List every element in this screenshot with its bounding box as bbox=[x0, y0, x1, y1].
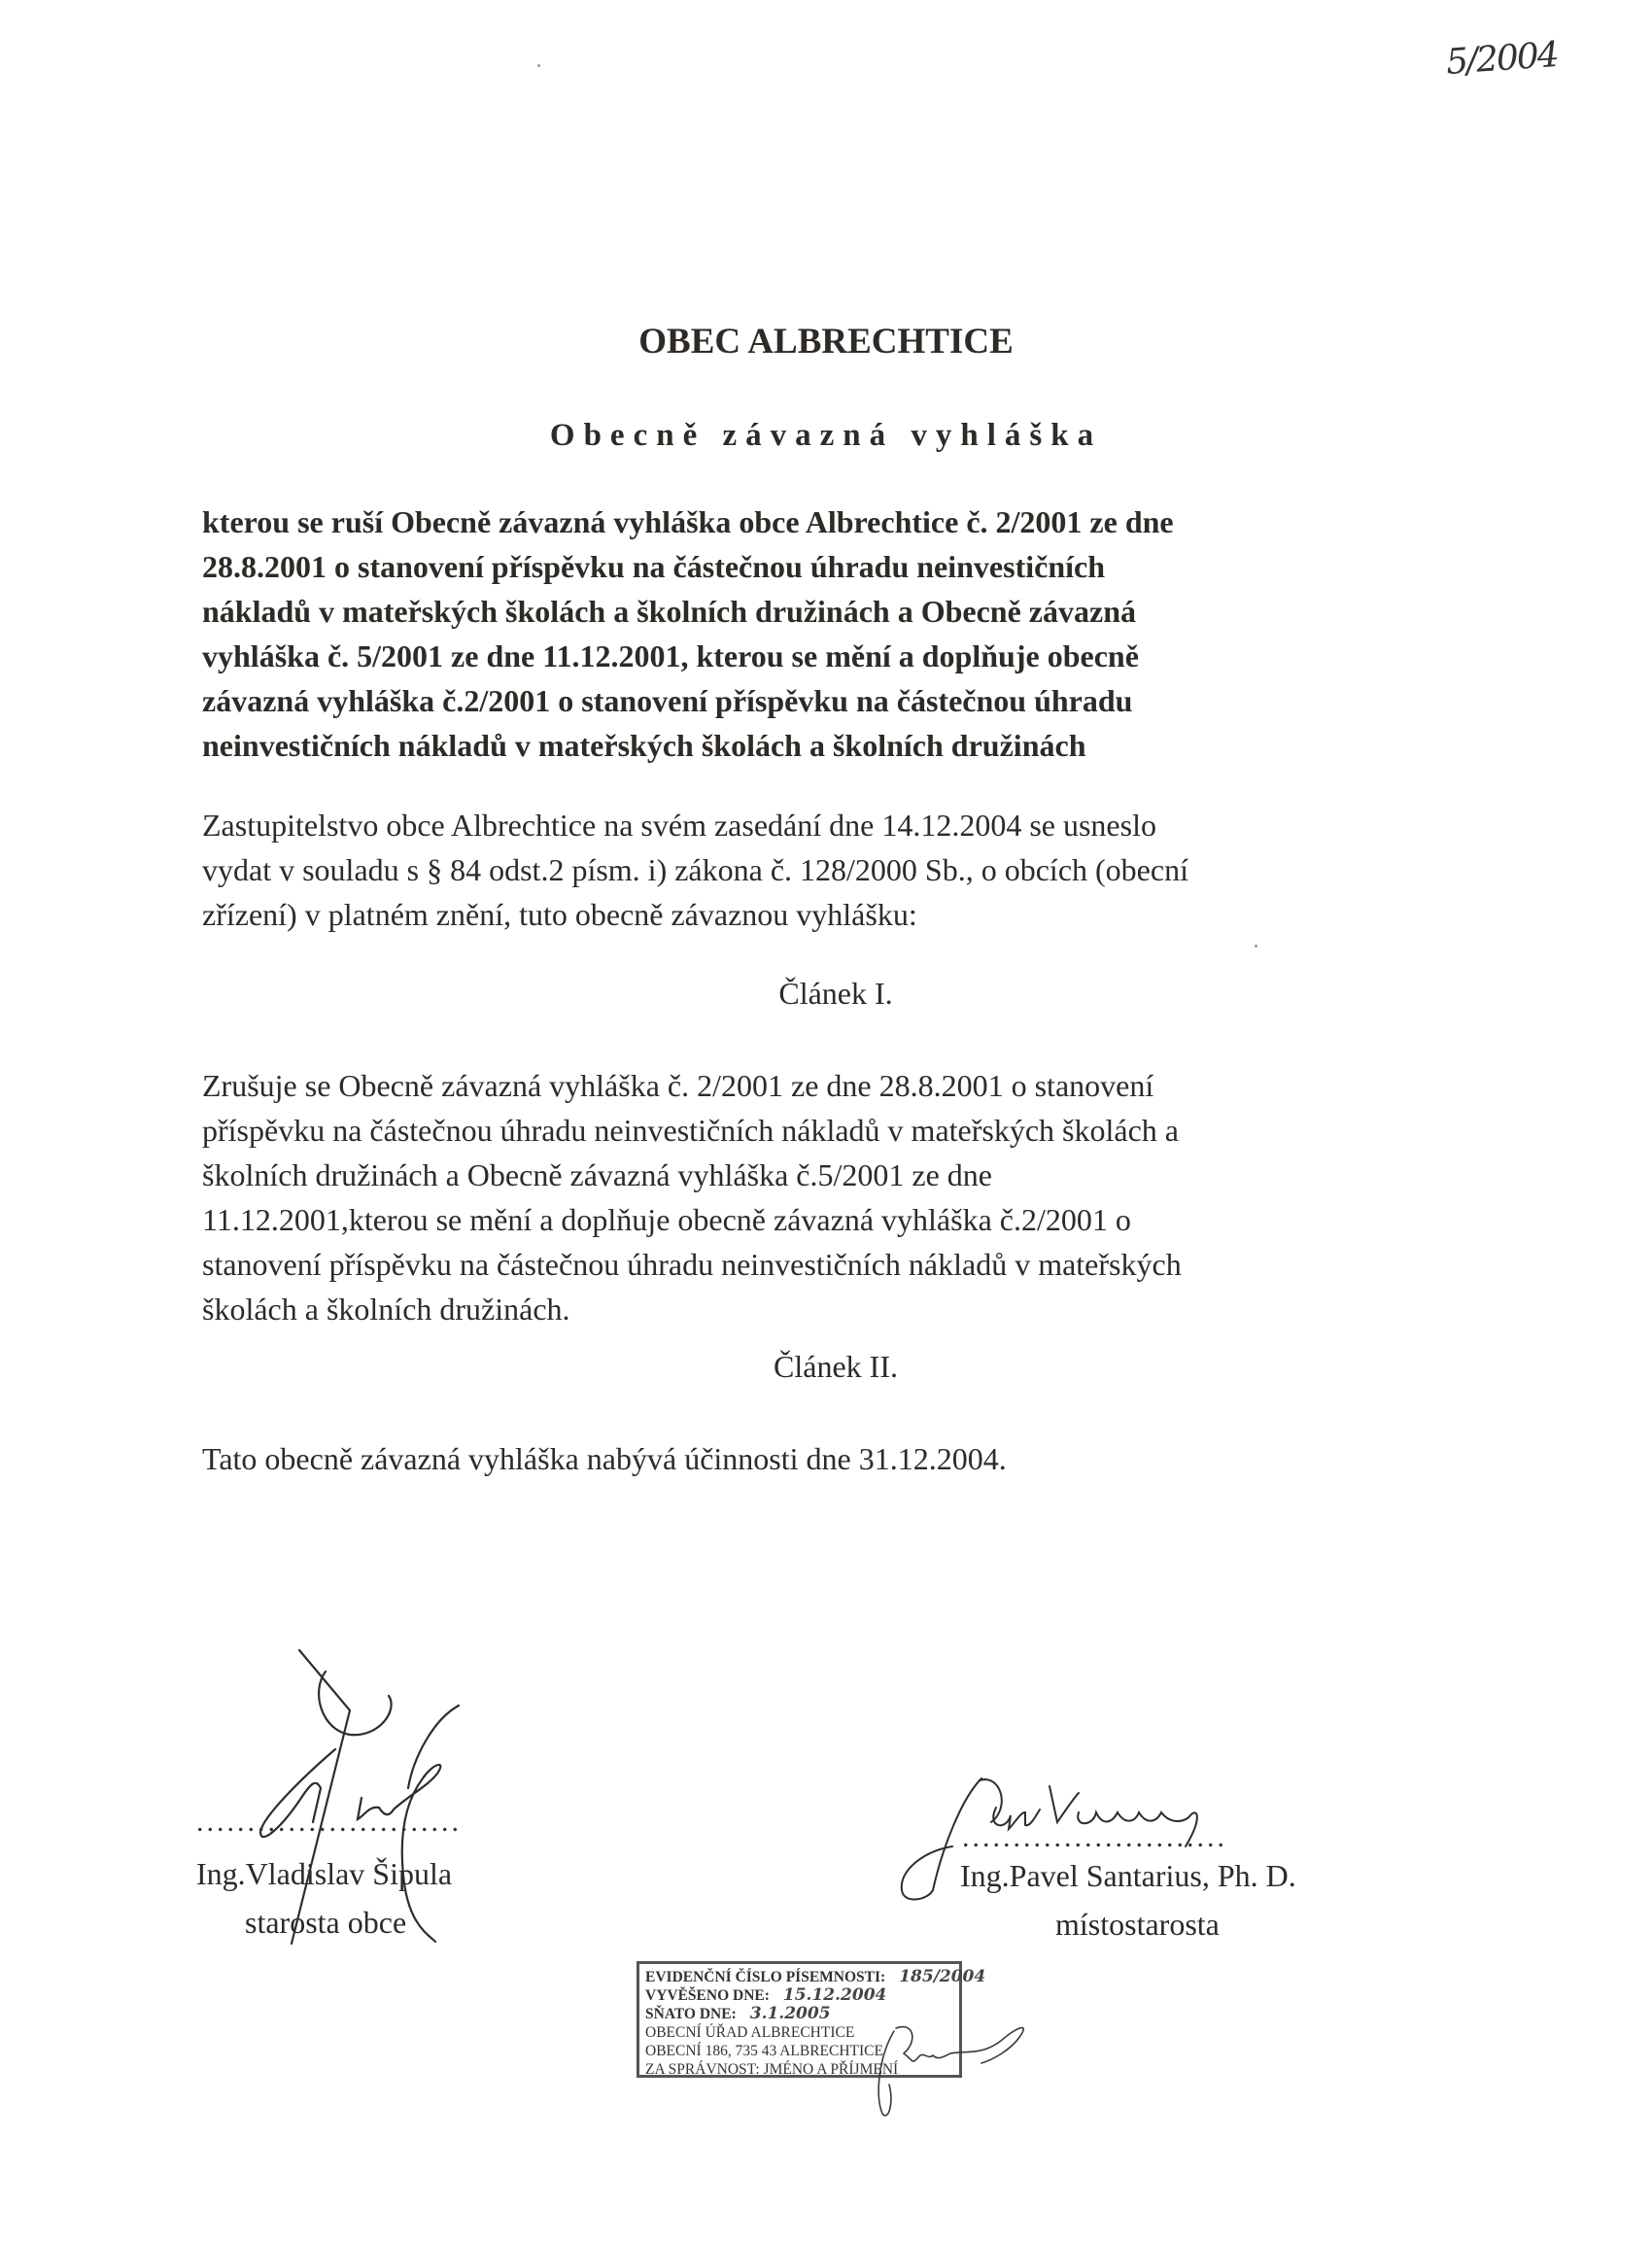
stamp-label: SŇATO DNE: bbox=[645, 2006, 737, 2022]
signatory-role-right: místostarosta bbox=[1055, 1907, 1220, 1942]
stamp-verification-signature bbox=[875, 2017, 1050, 2123]
stamp-label: VYVĚŠENO DNE: bbox=[645, 1987, 770, 2004]
signature-line-right: .......................... bbox=[962, 1821, 1227, 1853]
intro-line: závazná vyhláška č.2/2001 o stanovení příspěvku na částečnou úhradu bbox=[202, 683, 1133, 718]
article-1-line: 11.12.2001,kterou se mění a doplňuje obecně závazná vyhláška č.2/2001 o bbox=[202, 1202, 1131, 1237]
preamble-line: Zastupitelstvo obce Albrechtice na svém zasedání dne 14.12.2004 se usneslo bbox=[202, 808, 1156, 843]
stamp-row-posted bbox=[645, 1986, 953, 2005]
handwritten-reference-number: 5/2004 bbox=[1444, 35, 1559, 83]
article-1-text bbox=[202, 1063, 1485, 1331]
intro-line: neinvestičních nákladů v mateřských školách a školních družinách bbox=[202, 728, 1086, 763]
scan-speck bbox=[537, 64, 540, 67]
signatory-name-left: Ing.Vladislav Šipula bbox=[196, 1856, 453, 1891]
article-2-text bbox=[202, 1436, 1485, 1481]
preamble-line: vydat v souladu s § 84 odst.2 písm. i) zákona č. 128/2000 Sb., o obcích (obecní bbox=[202, 852, 1188, 887]
scan-speck bbox=[1255, 945, 1257, 948]
document-subtitle: Obecně závazná vyhláška bbox=[549, 418, 1103, 453]
intro-line: vyhláška č. 5/2001 ze dne 11.12.2001, kterou se mění a doplňuje obecně bbox=[202, 638, 1139, 673]
stamp-row-verification: ZA SPRÁVNOST: JMÉNO A PŘÍJMENÍ bbox=[645, 2061, 899, 2078]
stamp-handwritten-value: 15.12.2004 bbox=[782, 1985, 887, 2005]
signature-sipula bbox=[243, 1652, 534, 1944]
preamble-line: zřízení) v platném znění, tuto obecně závaznou vyhlášku: bbox=[202, 897, 917, 932]
stamp-row-office: OBECNÍ ÚŘAD ALBRECHTICE bbox=[645, 2024, 855, 2041]
signatory-role-left: starosta obce bbox=[245, 1905, 407, 1940]
signature-line-left: .......................... bbox=[196, 1806, 462, 1838]
article-1-line: stanovení příspěvku na částečnou úhradu neinvestičních nákladů v mateřských bbox=[202, 1247, 1182, 1282]
article-1-heading: Článek I. bbox=[778, 976, 893, 1011]
stamp-label: EVIDENČNÍ ČÍSLO PÍSEMNOSTI: bbox=[645, 1969, 886, 1985]
stamp-row-reference bbox=[645, 1967, 986, 1986]
ordinance-intro bbox=[202, 500, 1465, 768]
preamble-paragraph bbox=[202, 803, 1485, 937]
stamp-handwritten-value: 3.1.2005 bbox=[749, 2004, 831, 2023]
signatory-name-right: Ing.Pavel Santarius, Ph. D. bbox=[960, 1858, 1296, 1893]
intro-line: kterou se ruší Obecně závazná vyhláška obce Albrechtice č. 2/2001 ze dne bbox=[202, 504, 1174, 539]
article-2-line: Tato obecně závazná vyhláška nabývá účinnosti dne 31.12.2004. bbox=[202, 1441, 1007, 1476]
article-1-line: Zrušuje se Obecně závazná vyhláška č. 2/2001 ze dne 28.8.2001 o stanovení bbox=[202, 1068, 1154, 1103]
document-title: OBEC ALBRECHTICE bbox=[638, 322, 1014, 362]
stamp-row-address: OBECNÍ 186, 735 43 ALBRECHTICE bbox=[645, 2043, 883, 2059]
intro-line: 28.8.2001 o stanovení příspěvku na částečnou úhradu neinvestičních bbox=[202, 549, 1106, 584]
article-1-line: školních družinách a Obecně závazná vyhláška č.5/2001 ze dne bbox=[202, 1157, 992, 1192]
intro-line: nákladů v mateřských školách a školních družinách a Obecně závazná bbox=[202, 594, 1136, 629]
article-1-line: školách a školních družinách. bbox=[202, 1292, 570, 1327]
article-2-heading: Článek II. bbox=[774, 1349, 898, 1384]
article-1-line: příspěvku na částečnou úhradu neinvestičních nákladů v mateřských školách a bbox=[202, 1113, 1179, 1148]
stamp-handwritten-value: 185/2004 bbox=[899, 1967, 986, 1986]
